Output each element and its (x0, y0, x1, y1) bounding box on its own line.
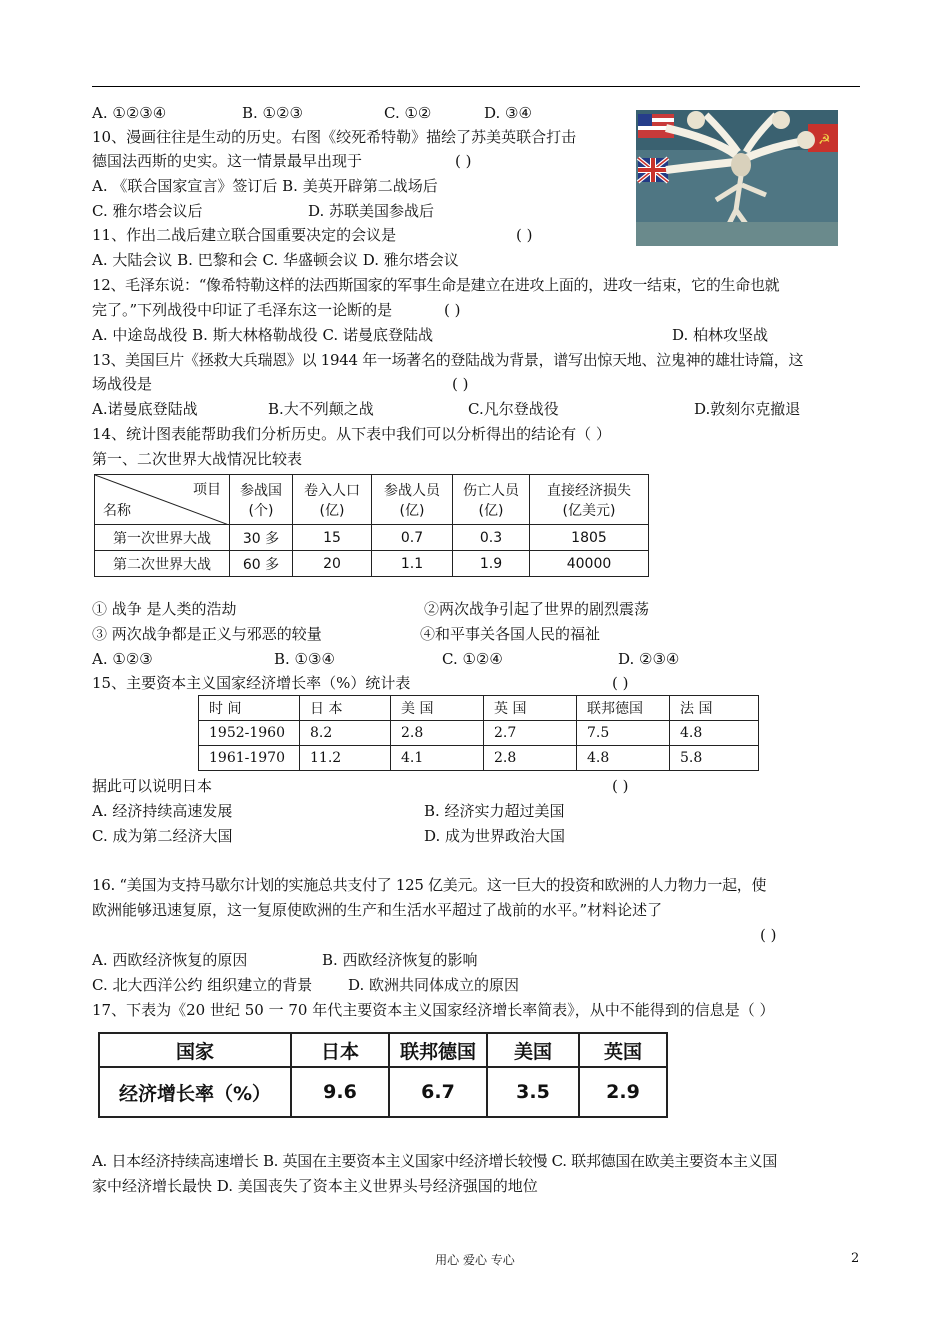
q12-stem-1: 12、毛泽东说：“像希特勒这样的法西斯国家的军事生命是建立在进攻上面的，进攻一结束，它的生命也就 (92, 276, 780, 294)
table-row: 第二次世界大战 60 多 20 1.1 1.9 40000 (95, 551, 649, 577)
page-number: 2 (851, 1251, 860, 1266)
corner-bottom-label: 名称 (103, 503, 131, 519)
q15-option-d: D. 成为世界政治大国 (424, 827, 566, 845)
q13-option-c: C.凡尔登战役 (468, 400, 559, 418)
q13-option-a: A.诺曼底登陆战 (92, 400, 198, 418)
q14-option-d: D. ②③④ (618, 650, 680, 668)
q10-option-d: D. 苏联美国参战后 (308, 202, 435, 220)
page-footer: 用心 爱心 专心 (435, 1253, 515, 1267)
q17-options-1: A. 日本经济持续高速增长 B. 英国在主要资本主义国家中经济增长较慢 C. 联邦德国在欧美主要资本主义国 (92, 1152, 778, 1170)
q16-option-c: C. 北大西洋公约 组织建立的背景 (92, 976, 313, 994)
q11-answer-paren: ( ) (516, 226, 533, 244)
q16-option-d: D. 欧洲共同体成立的原因 (348, 976, 520, 994)
q9-option-d: D. ③④ (484, 104, 532, 122)
q9-option-c: C. ①② (384, 104, 432, 122)
q16-stem-1: 16. “美国为支持马歇尔计划的实施总共支付了 125 亿美元。这一巨大的投资和欧洲的人力物力一起，使 (92, 876, 767, 894)
q14-option-c: C. ①②④ (442, 650, 503, 668)
q15-answer-paren: ( ) (612, 674, 629, 692)
q12-answer-paren: ( ) (444, 301, 461, 319)
q13-answer-paren: ( ) (452, 375, 469, 393)
corner-cell (95, 475, 230, 525)
q12-stem-2: 完了。”下列战役中印证了毛泽东这一论断的是 (92, 301, 393, 319)
q16-option-b: B. 西欧经济恢复的影响 (322, 951, 478, 969)
q11-stem: 11、作出二战后建立联合国重要决定的会议是 (92, 226, 397, 244)
q9-option-a: A. ①②③④ (92, 104, 167, 122)
header-cell: 参战国 (个) (230, 475, 293, 525)
q13-option-d: D.敦刻尔克撤退 (694, 400, 801, 418)
q10-options-ab: A. 《联合国家宣言》签订后 B. 美英开辟第二战场后 (92, 177, 438, 195)
q13-option-b: B.大不列颠之战 (268, 400, 374, 418)
q14-option-a: A. ①②③ (92, 650, 153, 668)
q12-option-d: D. 柏林攻坚战 (672, 326, 769, 344)
header-cell: 卷入人口 (亿) (293, 475, 372, 525)
svg-text:☭: ☭ (818, 132, 831, 148)
table-row: 经济增长率（%） 9.6 6.7 3.5 2.9 (99, 1067, 667, 1117)
corner-top-label: 项目 (193, 482, 221, 498)
header-cell: 参战人员 (亿) (372, 475, 453, 525)
q16-stem-2: 欧洲能够迅速复原，这一复原使欧洲的生产和生活水平超过了战前的水平。”材料论述了 (92, 901, 663, 919)
q11-options: A. 大陆会议 B. 巴黎和会 C. 华盛顿会议 D. 雅尔塔会议 (92, 251, 459, 269)
q15-stem: 15、主要资本主义国家经济增长率（%）统计表 (92, 674, 411, 692)
q14-stem: 14、统计图表能帮助我们分析历史。从下表中我们可以分析得出的结论有（ ） (92, 425, 611, 443)
q13-stem-2: 场战役是 (92, 375, 153, 393)
header-cell: 直接经济损失 (亿美元) (530, 475, 649, 525)
hang-hitler-cartoon (636, 110, 838, 246)
q9-option-b: B. ①②③ (242, 104, 303, 122)
q10-answer-paren: ( ) (455, 152, 472, 170)
table-row: 1952-1960 8.2 2.8 2.7 7.5 4.8 (199, 721, 759, 746)
growth-summary-table: 国家 日本 联邦德国 美国 英国 经济增长率（%） 9.6 6.7 3.5 2.9 (98, 1032, 668, 1118)
q12-options-abc: A. 中途岛战役 B. 斯大林格勒战役 C. 诺曼底登陆战 (92, 326, 433, 344)
header-cell: 伤亡人员 (亿) (453, 475, 530, 525)
q14-option-b: B. ①③④ (274, 650, 335, 668)
q15-option-a: A. 经济持续高速发展 (92, 802, 233, 820)
q16-answer-paren: ( ) (760, 926, 777, 944)
q10-stem-2: 德国法西斯的史实。这一情景最早出现于 (92, 152, 363, 170)
q14-statement-2: ②两次战争引起了世界的剧烈震荡 (424, 600, 650, 618)
q14-statement-1: ① 战争 是人类的浩劫 (92, 600, 237, 618)
q13-stem-1: 13、美国巨片《拯救大兵瑞恩》以 1944 年一场著名的登陆战为背景，谱写出惊天地、泣鬼神的雄壮诗篇，这 (92, 351, 804, 369)
ww-comparison-table (94, 474, 649, 577)
q14-table-title: 第一、二次世界大战情况比较表 (92, 450, 303, 468)
table-row: 第一次世界大战 30 多 15 0.7 0.3 1805 (95, 525, 649, 551)
q14-statement-3: ③ 两次战争都是正义与邪恶的较量 (92, 625, 322, 643)
q15-answer-paren-2: ( ) (612, 777, 629, 795)
q17-options-2: 家中经济增长最快 D. 美国丧失了资本主义世界头号经济强国的地位 (92, 1177, 538, 1195)
q15-option-c: C. 成为第二经济大国 (92, 827, 233, 845)
q14-statement-4: ④和平事关各国人民的福祉 (420, 625, 601, 643)
q15-option-b: B. 经济实力超过美国 (424, 802, 565, 820)
q10-stem-1: 10、漫画往往是生动的历史。右图《绞死希特勒》描绘了苏美英联合打击 (92, 128, 577, 146)
growth-rate-table: 时 间 日 本 美 国 英 国 联邦德国 法 国 1952-1960 8.2 2.8 2.7 7.5 4.8 1961-1970 11.2 4.1 2.8 4.8 5.8 (198, 695, 759, 771)
q10-option-c: C. 雅尔塔会议后 (92, 202, 203, 220)
q15-after-text: 据此可以说明日本 (92, 777, 213, 795)
header-rule (92, 86, 860, 87)
table-row: 1961-1970 11.2 4.1 2.8 4.8 5.8 (199, 746, 759, 771)
q16-option-a: A. 西欧经济恢复的原因 (92, 951, 248, 969)
q17-stem: 17、下表为《20 世纪 50 一 70 年代主要资本主义国家经济增长率简表》，从中不能得到的信息是（ ） (92, 1001, 775, 1019)
